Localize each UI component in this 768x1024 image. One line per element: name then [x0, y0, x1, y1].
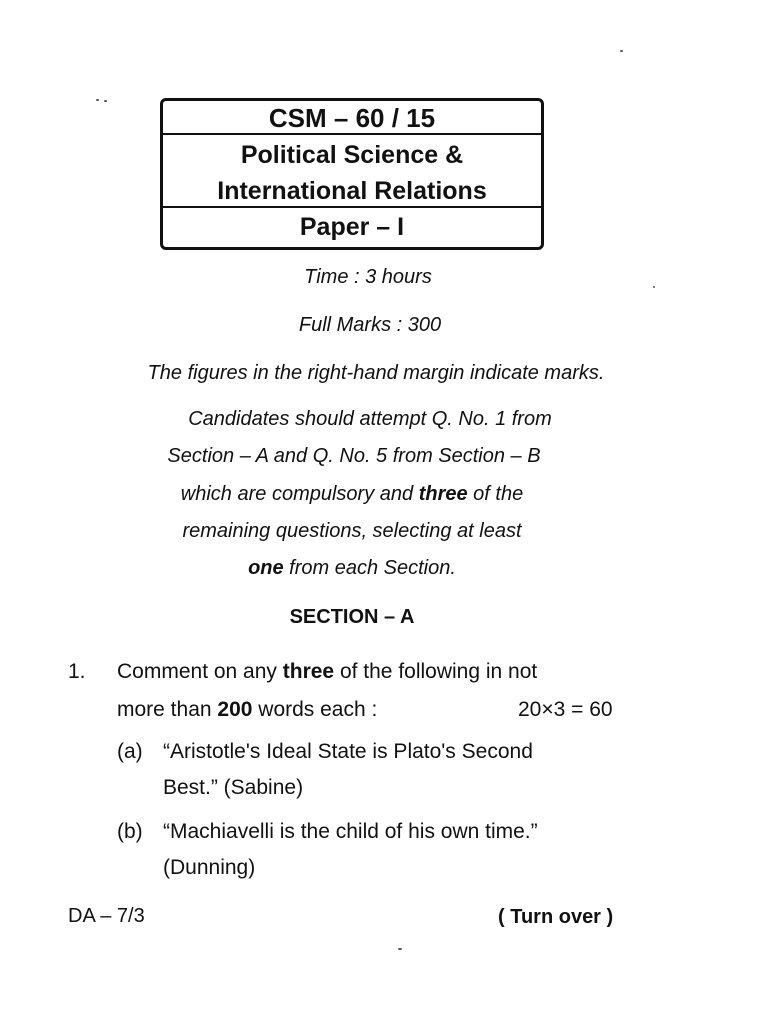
- subject-line-2: International Relations: [217, 177, 487, 205]
- question-200-bold: 200: [217, 698, 253, 721]
- instruction-one-bold: one: [248, 557, 284, 579]
- question-number: 1.: [68, 660, 86, 683]
- part-b-line-1: “Machiavelli is the child of his own time.”: [163, 820, 538, 843]
- question-line-2-pre: more than: [117, 698, 218, 721]
- section-heading: SECTION – A: [289, 606, 415, 628]
- instruction-three-bold: three: [418, 483, 468, 505]
- question-line-2-post: words each :: [252, 698, 378, 721]
- instruction-line-5: [0, 557, 736, 580]
- question-line-1: [117, 660, 537, 684]
- part-a-line-1: “Aristotle's Ideal State is Plato's Second: [163, 740, 533, 763]
- scan-speck: [104, 100, 107, 102]
- instruction-line-3-post: of the: [467, 483, 524, 505]
- instruction-line-3: [0, 483, 736, 506]
- margin-note: The figures in the right-hand margin indicate marks.: [147, 362, 605, 384]
- question-line-1-pre: Comment on any: [117, 660, 283, 683]
- question-line-1-post: of the following in not: [334, 660, 538, 683]
- paper-code: CSM – 60 / 15: [163, 101, 541, 135]
- instruction-line-1: Candidates should attempt Q. No. 1 from: [188, 408, 552, 430]
- question-marks: 20×3 = 60: [518, 698, 613, 721]
- title-box: [160, 98, 544, 250]
- instruction-line-2: Section – A and Q. No. 5 from Section – B: [167, 445, 541, 467]
- footer-code: DA – 7/3: [68, 905, 145, 927]
- part-a-label: (a): [117, 740, 143, 763]
- turn-over-note: ( Turn over ): [498, 906, 614, 928]
- instruction-line-4: remaining questions, selecting at least: [182, 520, 522, 542]
- instruction-line-5-post: from each Section.: [283, 557, 456, 579]
- subject-line-1: Political Science &: [240, 141, 464, 169]
- time-allowed: Time : 3 hours: [304, 266, 432, 288]
- full-marks: Full Marks : 300: [298, 314, 442, 336]
- subject-title: [163, 135, 541, 208]
- part-b-line-2: (Dunning): [163, 856, 256, 879]
- scan-speck: [653, 286, 655, 288]
- part-a-line-2: Best.” (Sabine): [163, 776, 304, 799]
- scan-speck: [398, 948, 402, 950]
- question-three-bold: three: [282, 660, 335, 683]
- instruction-line-3-pre: which are compulsory and: [180, 483, 419, 505]
- question-line-2: [117, 698, 377, 722]
- scan-speck: [620, 50, 623, 52]
- part-b-label: (b): [117, 820, 143, 843]
- scan-speck: [96, 99, 99, 101]
- paper-number: Paper – I: [299, 213, 405, 241]
